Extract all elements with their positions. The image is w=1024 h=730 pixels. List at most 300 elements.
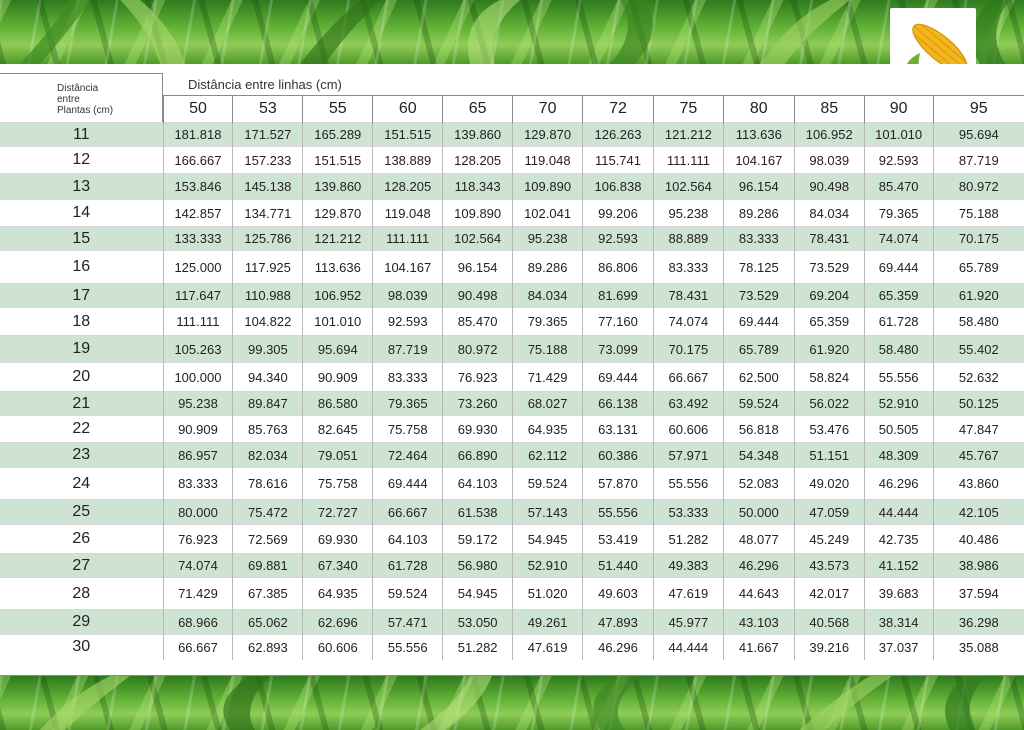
table-cell: 96.154 (443, 251, 513, 284)
table-cell: 106.952 (303, 284, 373, 308)
table-cell: 106.952 (794, 123, 864, 147)
table-row (0, 443, 1024, 468)
table-cell: 59.524 (373, 578, 443, 610)
table-cell: 42.105 (933, 500, 1024, 525)
table-cell: 65.359 (864, 284, 933, 308)
table-cell: 54.945 (513, 525, 583, 554)
table-row (0, 578, 1024, 610)
table-cell: 74.074 (653, 308, 723, 336)
table-cell: 45.767 (933, 443, 1024, 468)
table-cell: 89.286 (513, 251, 583, 284)
table-cell: 43.103 (723, 610, 794, 635)
table-cell: 77.160 (583, 308, 654, 336)
table-cell: 104.167 (373, 251, 443, 284)
table-cell: 98.039 (794, 147, 864, 174)
table-cell: 61.920 (794, 336, 864, 363)
table-cell: 43.573 (794, 554, 864, 578)
column-header: 70 (513, 96, 583, 123)
table-cell: 52.083 (723, 468, 794, 500)
table-row (0, 308, 1024, 336)
table-cell: 75.472 (233, 500, 303, 525)
table-cell: 85.470 (864, 174, 933, 200)
table-cell: 52.632 (933, 363, 1024, 392)
table-cell: 101.010 (864, 123, 933, 147)
table-cell: 78.431 (653, 284, 723, 308)
table-cell: 82.645 (303, 416, 373, 443)
table-cell: 47.893 (583, 610, 654, 635)
table-cell: 57.870 (583, 468, 654, 500)
table-cell: 86.957 (163, 443, 233, 468)
table-cell: 66.667 (163, 635, 233, 660)
table-cell: 62.500 (723, 363, 794, 392)
table-cell: 51.282 (653, 525, 723, 554)
table-cell: 129.870 (303, 200, 373, 227)
table-cell: 66.667 (373, 500, 443, 525)
table-cell: 69.444 (723, 308, 794, 336)
table-cell: 78.431 (794, 227, 864, 251)
table-cell: 76.923 (443, 363, 513, 392)
table-cell: 102.041 (513, 200, 583, 227)
leaf-pattern (0, 676, 1024, 730)
table-cell: 45.249 (794, 525, 864, 554)
table-cell: 44.444 (864, 500, 933, 525)
row-header: 17 (0, 284, 163, 308)
table-cell: 39.683 (864, 578, 933, 610)
table-cell: 92.593 (864, 147, 933, 174)
table-cell: 117.925 (233, 251, 303, 284)
table-cell: 38.314 (864, 610, 933, 635)
table-cell: 55.556 (373, 635, 443, 660)
table-cell: 125.000 (163, 251, 233, 284)
row-header: 19 (0, 336, 163, 363)
table-cell: 50.000 (723, 500, 794, 525)
table-cell: 85.470 (443, 308, 513, 336)
table-cell: 101.010 (303, 308, 373, 336)
table-cell: 64.935 (513, 416, 583, 443)
row-header: 13 (0, 174, 163, 200)
table-cell: 54.348 (723, 443, 794, 468)
table-cell: 113.636 (303, 251, 373, 284)
table-cell: 95.694 (303, 336, 373, 363)
row-header: 20 (0, 363, 163, 392)
column-header: 72 (583, 96, 654, 123)
table-cell: 72.464 (373, 443, 443, 468)
row-axis-label-line-2: entre (57, 94, 80, 105)
table-cell: 47.619 (513, 635, 583, 660)
row-header: 28 (0, 578, 163, 610)
table-cell: 43.860 (933, 468, 1024, 500)
table-row (0, 525, 1024, 554)
table-cell: 46.296 (583, 635, 654, 660)
table-cell: 87.719 (373, 336, 443, 363)
table-cell: 65.062 (233, 610, 303, 635)
table-cell: 84.034 (513, 284, 583, 308)
row-header: 24 (0, 468, 163, 500)
table-cell: 48.077 (723, 525, 794, 554)
row-axis-label-line-3: Plantas (cm) (57, 105, 114, 116)
table-cell: 85.763 (233, 416, 303, 443)
table-row (0, 500, 1024, 525)
table-cell: 142.857 (163, 200, 233, 227)
table-cell: 70.175 (653, 336, 723, 363)
table-cell: 69.444 (583, 363, 654, 392)
row-header: 27 (0, 554, 163, 578)
table-cell: 111.111 (163, 308, 233, 336)
table-cell: 79.365 (373, 392, 443, 416)
table-cell: 92.593 (583, 227, 654, 251)
table-cell: 65.359 (794, 308, 864, 336)
row-axis-label-line-1: Distância (57, 83, 99, 94)
corn-leaves-banner-bottom (0, 676, 1024, 730)
table-cell: 134.771 (233, 200, 303, 227)
table-cell: 89.286 (723, 200, 794, 227)
table-cell: 51.440 (583, 554, 654, 578)
column-header: 55 (303, 96, 373, 123)
table-cell: 49.020 (794, 468, 864, 500)
table-cell: 68.027 (513, 392, 583, 416)
table-cell: 153.846 (163, 174, 233, 200)
table-cell: 102.564 (653, 174, 723, 200)
table-cell: 66.667 (653, 363, 723, 392)
row-header: 29 (0, 610, 163, 635)
table-cell: 51.020 (513, 578, 583, 610)
table-cell: 111.111 (373, 227, 443, 251)
table-cell: 151.515 (303, 147, 373, 174)
table-cell: 61.538 (443, 500, 513, 525)
table-cell: 110.988 (233, 284, 303, 308)
table-cell: 128.205 (373, 174, 443, 200)
table-row (0, 123, 1024, 147)
table-cell: 41.667 (723, 635, 794, 660)
table-cell: 66.890 (443, 443, 513, 468)
table-cell: 109.890 (443, 200, 513, 227)
table-cell: 106.838 (583, 174, 654, 200)
table-cell: 121.212 (303, 227, 373, 251)
table-cell: 83.333 (163, 468, 233, 500)
table-cell: 76.923 (163, 525, 233, 554)
table-cell: 96.154 (723, 174, 794, 200)
table-cell: 45.977 (653, 610, 723, 635)
column-header-row (0, 96, 1024, 123)
table-cell: 60.606 (303, 635, 373, 660)
table-row (0, 468, 1024, 500)
table-cell: 60.606 (653, 416, 723, 443)
table-cell: 71.429 (163, 578, 233, 610)
table-cell: 69.444 (864, 251, 933, 284)
table-cell: 75.758 (303, 468, 373, 500)
table-cell: 50.125 (933, 392, 1024, 416)
table-cell: 78.616 (233, 468, 303, 500)
table-cell: 64.103 (443, 468, 513, 500)
table-row (0, 251, 1024, 284)
table-cell: 86.580 (303, 392, 373, 416)
table-cell: 56.980 (443, 554, 513, 578)
table-cell: 83.333 (723, 227, 794, 251)
table-cell: 53.050 (443, 610, 513, 635)
table-cell: 54.945 (443, 578, 513, 610)
table-cell: 69.204 (794, 284, 864, 308)
table-cell: 138.889 (373, 147, 443, 174)
table-cell: 65.789 (723, 336, 794, 363)
table-cell: 62.696 (303, 610, 373, 635)
table-cell: 47.847 (933, 416, 1024, 443)
table-cell: 98.039 (373, 284, 443, 308)
table-cell: 73.529 (794, 251, 864, 284)
table-cell: 57.143 (513, 500, 583, 525)
table-cell: 86.806 (583, 251, 654, 284)
table-cell: 181.818 (163, 123, 233, 147)
table-cell: 73.099 (583, 336, 654, 363)
table-cell: 59.524 (723, 392, 794, 416)
table-cell: 128.205 (443, 147, 513, 174)
table-cell: 81.699 (583, 284, 654, 308)
corn-leaves-banner-top (0, 0, 1024, 64)
column-header: 60 (373, 96, 443, 123)
table-cell: 60.386 (583, 443, 654, 468)
table-cell: 125.786 (233, 227, 303, 251)
table-cell: 79.365 (513, 308, 583, 336)
table-cell: 72.727 (303, 500, 373, 525)
table-cell: 80.972 (933, 174, 1024, 200)
table-row (0, 147, 1024, 174)
leaf-pattern (0, 0, 1024, 64)
table-cell: 51.282 (443, 635, 513, 660)
table-cell: 78.125 (723, 251, 794, 284)
table-cell: 126.263 (583, 123, 654, 147)
row-header: 30 (0, 635, 163, 660)
table-cell: 56.818 (723, 416, 794, 443)
table-cell: 57.971 (653, 443, 723, 468)
table-cell: 115.741 (583, 147, 654, 174)
table-cell: 42.017 (794, 578, 864, 610)
table-cell: 38.986 (933, 554, 1024, 578)
row-header: 25 (0, 500, 163, 525)
table-cell: 111.111 (653, 147, 723, 174)
table-cell: 95.238 (653, 200, 723, 227)
table-cell: 74.074 (864, 227, 933, 251)
table-cell: 90.498 (794, 174, 864, 200)
table-cell: 80.000 (163, 500, 233, 525)
table-row (0, 200, 1024, 227)
table-row (0, 284, 1024, 308)
table-cell: 58.480 (933, 308, 1024, 336)
row-header: 14 (0, 200, 163, 227)
table-cell: 83.333 (653, 251, 723, 284)
table-cell: 171.527 (233, 123, 303, 147)
table-cell: 52.910 (513, 554, 583, 578)
table-row (0, 336, 1024, 363)
table-cell: 74.074 (163, 554, 233, 578)
table-cell: 42.735 (864, 525, 933, 554)
column-header: 85 (794, 96, 864, 123)
table-cell: 75.758 (373, 416, 443, 443)
row-header: 16 (0, 251, 163, 284)
table-cell: 58.480 (864, 336, 933, 363)
table-cell: 145.138 (233, 174, 303, 200)
table-cell: 95.238 (163, 392, 233, 416)
column-header: 95 (933, 96, 1024, 123)
table-cell: 129.870 (513, 123, 583, 147)
table-row (0, 610, 1024, 635)
table-cell: 157.233 (233, 147, 303, 174)
table-cell: 104.822 (233, 308, 303, 336)
table-cell: 47.619 (653, 578, 723, 610)
table-cell: 48.309 (864, 443, 933, 468)
table-cell: 119.048 (373, 200, 443, 227)
table-cell: 80.972 (443, 336, 513, 363)
row-header: 11 (0, 123, 163, 147)
table-cell: 55.556 (864, 363, 933, 392)
table-cell: 119.048 (513, 147, 583, 174)
table-cell: 133.333 (163, 227, 233, 251)
table-cell: 52.910 (864, 392, 933, 416)
table-cell: 139.860 (303, 174, 373, 200)
table-cell: 89.847 (233, 392, 303, 416)
table-cell: 36.298 (933, 610, 1024, 635)
table-cell: 69.881 (233, 554, 303, 578)
table-cell: 105.263 (163, 336, 233, 363)
table-cell: 139.860 (443, 123, 513, 147)
table-row (0, 416, 1024, 443)
table-cell: 117.647 (163, 284, 233, 308)
table-cell: 49.383 (653, 554, 723, 578)
table-cell: 64.103 (373, 525, 443, 554)
table-cell: 95.238 (513, 227, 583, 251)
table-cell: 95.694 (933, 123, 1024, 147)
table-cell: 73.260 (443, 392, 513, 416)
table-cell: 44.643 (723, 578, 794, 610)
table-row (0, 174, 1024, 200)
table-cell: 40.568 (794, 610, 864, 635)
table-cell: 56.022 (794, 392, 864, 416)
table-cell: 94.340 (233, 363, 303, 392)
table-cell: 166.667 (163, 147, 233, 174)
table-cell: 90.909 (163, 416, 233, 443)
table-row (0, 227, 1024, 251)
table-cell: 59.524 (513, 468, 583, 500)
table-cell: 63.492 (653, 392, 723, 416)
column-header: 90 (864, 96, 933, 123)
table-cell: 39.216 (794, 635, 864, 660)
row-header: 23 (0, 443, 163, 468)
table-cell: 87.719 (933, 147, 1024, 174)
table-cell: 99.305 (233, 336, 303, 363)
table-cell: 70.175 (933, 227, 1024, 251)
table-cell: 65.789 (933, 251, 1024, 284)
table-cell: 100.000 (163, 363, 233, 392)
table-cell: 69.930 (443, 416, 513, 443)
table-cell: 62.112 (513, 443, 583, 468)
plant-population-table-sheet (0, 64, 1024, 676)
table-cell: 53.476 (794, 416, 864, 443)
table-cell: 102.564 (443, 227, 513, 251)
table-cell: 99.206 (583, 200, 654, 227)
table-cell: 44.444 (653, 635, 723, 660)
table-cell: 55.402 (933, 336, 1024, 363)
table-cell: 49.603 (583, 578, 654, 610)
table-cell: 59.172 (443, 525, 513, 554)
table-cell: 121.212 (653, 123, 723, 147)
table-cell: 88.889 (653, 227, 723, 251)
table-cell: 41.152 (864, 554, 933, 578)
table-cell: 50.505 (864, 416, 933, 443)
table-cell: 72.569 (233, 525, 303, 554)
table-cell: 51.151 (794, 443, 864, 468)
table-cell: 66.138 (583, 392, 654, 416)
table-cell: 90.498 (443, 284, 513, 308)
table-cell: 63.131 (583, 416, 654, 443)
table-cell: 35.088 (933, 635, 1024, 660)
table-cell: 104.167 (723, 147, 794, 174)
header-corner-cell (0, 96, 163, 123)
column-axis-label: Distância entre linhas (cm) (188, 77, 342, 92)
table-cell: 62.893 (233, 635, 303, 660)
table-cell: 47.059 (794, 500, 864, 525)
table-cell: 92.593 (373, 308, 443, 336)
row-header: 18 (0, 308, 163, 336)
table-cell: 118.343 (443, 174, 513, 200)
table-cell: 37.594 (933, 578, 1024, 610)
table-row (0, 554, 1024, 578)
table-cell: 90.909 (303, 363, 373, 392)
table-cell: 79.365 (864, 200, 933, 227)
table-cell: 71.429 (513, 363, 583, 392)
row-header: 15 (0, 227, 163, 251)
table-cell: 79.051 (303, 443, 373, 468)
table-cell: 46.296 (864, 468, 933, 500)
table-row (0, 392, 1024, 416)
table-cell: 40.486 (933, 525, 1024, 554)
table-cell: 61.728 (373, 554, 443, 578)
table-cell: 73.529 (723, 284, 794, 308)
table-cell: 64.935 (303, 578, 373, 610)
table-cell: 53.419 (583, 525, 654, 554)
table-cell: 113.636 (723, 123, 794, 147)
row-header: 26 (0, 525, 163, 554)
table-cell: 75.188 (513, 336, 583, 363)
row-header: 22 (0, 416, 163, 443)
table-cell: 53.333 (653, 500, 723, 525)
table-cell: 69.444 (373, 468, 443, 500)
table-cell: 84.034 (794, 200, 864, 227)
table-row (0, 635, 1024, 660)
table-cell: 67.340 (303, 554, 373, 578)
column-header: 75 (653, 96, 723, 123)
column-header: 80 (723, 96, 794, 123)
table-cell: 83.333 (373, 363, 443, 392)
column-header: 53 (233, 96, 303, 123)
table-cell: 61.728 (864, 308, 933, 336)
row-header: 21 (0, 392, 163, 416)
population-table (0, 96, 1024, 660)
table-cell: 69.930 (303, 525, 373, 554)
table-cell: 49.261 (513, 610, 583, 635)
table-cell: 46.296 (723, 554, 794, 578)
table-cell: 151.515 (373, 123, 443, 147)
table-cell: 61.920 (933, 284, 1024, 308)
column-header: 65 (443, 96, 513, 123)
table-cell: 37.037 (864, 635, 933, 660)
table-cell: 55.556 (653, 468, 723, 500)
table-row (0, 363, 1024, 392)
table-cell: 58.824 (794, 363, 864, 392)
column-header: 50 (163, 96, 233, 123)
table-cell: 57.471 (373, 610, 443, 635)
table-cell: 165.289 (303, 123, 373, 147)
row-header: 12 (0, 147, 163, 174)
table-cell: 82.034 (233, 443, 303, 468)
table-cell: 68.966 (163, 610, 233, 635)
